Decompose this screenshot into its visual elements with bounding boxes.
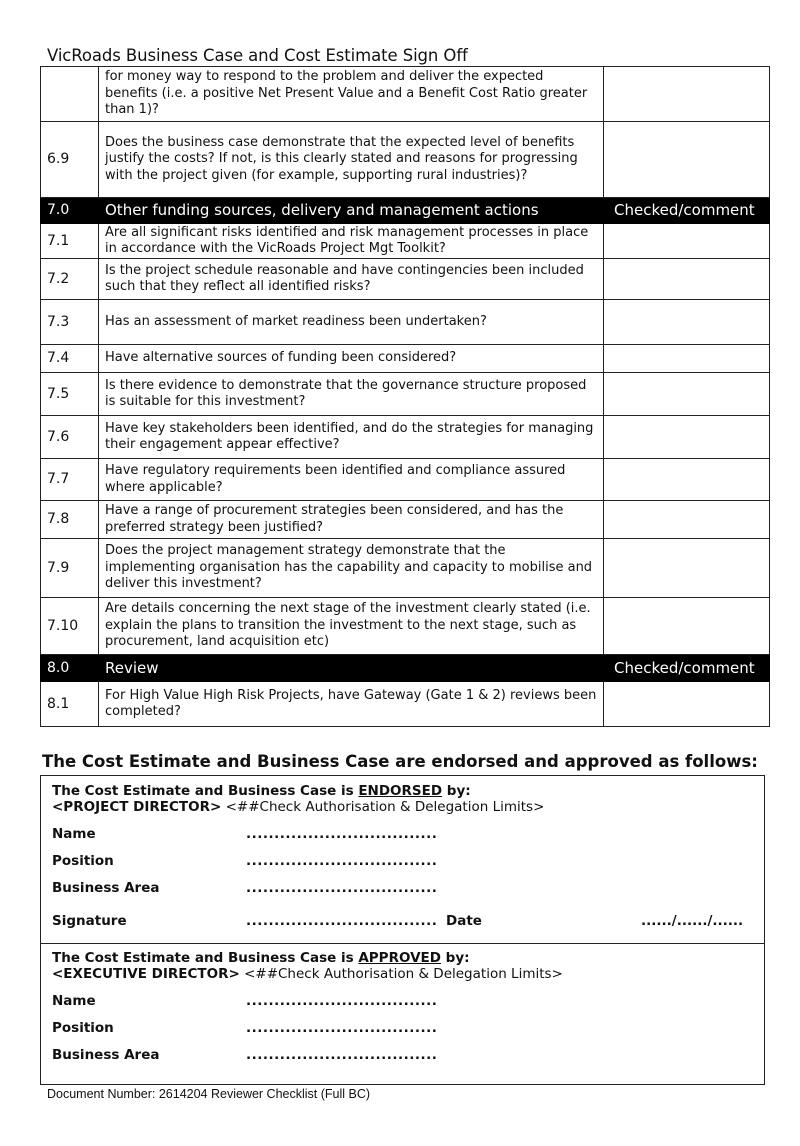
checked-comment-cell[interactable] — [604, 373, 770, 416]
checklist-row — [41, 224, 770, 259]
checked-comment-cell[interactable] — [604, 122, 770, 198]
item-number: 8.0 — [41, 655, 99, 682]
checklist-row — [41, 300, 770, 345]
checked-comment-cell[interactable] — [604, 416, 770, 459]
section-title: Other funding sources, delivery and management actions — [99, 198, 604, 224]
checklist-table — [40, 66, 770, 727]
item-number: 7.7 — [41, 459, 99, 501]
checklist-row — [41, 459, 770, 501]
endorsed-keyword: ENDORSED — [358, 783, 443, 799]
approved-position-field[interactable]: .................................. — [246, 1020, 438, 1036]
item-question: Is there evidence to demonstrate that the governance structure proposed is suitable for this investment? — [99, 373, 604, 416]
approved-name-field[interactable]: .................................. — [246, 993, 438, 1009]
item-number: 7.4 — [41, 345, 99, 373]
approved-heading-text: The Cost Estimate and Business Case is — [52, 950, 359, 966]
approved-area-field[interactable]: .................................. — [246, 1047, 438, 1063]
item-question: Have a range of procurement strategies been considered, and has the preferred strategy been justified? — [99, 501, 604, 539]
section-title: Review — [99, 655, 604, 682]
item-number: 7.5 — [41, 373, 99, 416]
item-question: Has an assessment of market readiness been undertaken? — [99, 300, 604, 345]
approved-area-label: Business Area — [52, 1047, 160, 1063]
item-number: 8.1 — [41, 682, 99, 727]
item-number: 7.3 — [41, 300, 99, 345]
checked-comment-cell[interactable] — [604, 67, 770, 122]
endorsed-heading-suffix: by: — [442, 783, 471, 799]
item-question: For High Value High Risk Projects, have Gateway (Gate 1 & 2) reviews been completed? — [99, 682, 604, 727]
item-question: Does the business case demonstrate that the expected level of benefits justify the costs? If not, is this clearly stated and reasons for progressing with the project given (for example, supporting rural industries)? — [99, 122, 604, 198]
item-number: 7.8 — [41, 501, 99, 539]
checklist-row — [41, 598, 770, 655]
item-question: Have regulatory requirements been identified and compliance assured where applicable? — [99, 459, 604, 501]
checklist-row — [41, 539, 770, 598]
endorsed-heading — [52, 783, 471, 799]
approved-note: <##Check Authorisation & Delegation Limits> — [239, 966, 563, 982]
checked-comment-cell[interactable] — [604, 300, 770, 345]
endorsed-position-field[interactable]: .................................. — [246, 853, 438, 869]
item-number: 7.2 — [41, 259, 99, 300]
checklist-row — [41, 416, 770, 459]
checklist-row — [41, 682, 770, 727]
endorsed-heading-text: The Cost Estimate and Business Case is — [52, 783, 359, 799]
item-question: Does the project management strategy demonstrate that the implementing organisation has the capability and capacity to mobilise and deliver this investment? — [99, 539, 604, 598]
endorsed-signature-label: Signature — [52, 913, 127, 929]
item-question: Is the project schedule reasonable and have contingencies been included such that they reflect all identified risks? — [99, 259, 604, 300]
endorsed-date-field[interactable]: ....../....../...... — [641, 913, 744, 929]
endorsed-date-label: Date — [446, 913, 482, 929]
item-number: 7.1 — [41, 224, 99, 259]
item-question: Are all significant risks identified and risk management processes in place in accordance with the VicRoads Project Mgt Toolkit? — [99, 224, 604, 259]
checked-comment-cell[interactable] — [604, 224, 770, 259]
endorsed-area-label: Business Area — [52, 880, 160, 896]
endorsed-area-field[interactable]: .................................. — [246, 880, 438, 896]
item-question: for money way to respond to the problem and deliver the expected benefits (i.e. a positive Net Present Value and a Benefit Cost Ratio greater than 1)? — [99, 67, 604, 122]
endorsement-heading: The Cost Estimate and Business Case are endorsed and approved as follows: — [42, 752, 758, 771]
sign-off-box — [40, 775, 765, 1085]
item-question: Have alternative sources of funding been considered? — [99, 345, 604, 373]
page-title: VicRoads Business Case and Cost Estimate Sign Off — [47, 46, 468, 65]
endorsed-role-line — [52, 799, 544, 815]
checklist-row — [41, 501, 770, 539]
endorsed-name-label: Name — [52, 826, 96, 842]
section-header-row — [41, 198, 770, 224]
item-number: 7.10 — [41, 598, 99, 655]
checklist-row — [41, 345, 770, 373]
approved-heading-suffix: by: — [440, 950, 470, 966]
approved-position-label: Position — [52, 1020, 114, 1036]
checked-comment-cell[interactable] — [604, 539, 770, 598]
checked-comment-cell[interactable] — [604, 501, 770, 539]
checklist-row — [41, 122, 770, 198]
approved-role: <EXECUTIVE DIRECTOR> — [52, 966, 240, 982]
checked-comment-cell[interactable] — [604, 598, 770, 655]
endorsed-note: <##Check Authorisation & Delegation Limits> — [221, 799, 545, 815]
approved-name-label: Name — [52, 993, 96, 1009]
approved-role-line — [52, 966, 563, 982]
checklist-row — [41, 373, 770, 416]
checked-comment-cell[interactable] — [604, 682, 770, 727]
item-number: 7.9 — [41, 539, 99, 598]
item-number — [41, 67, 99, 122]
endorsed-name-field[interactable]: .................................. — [246, 826, 438, 842]
checklist-row — [41, 67, 770, 122]
checked-comment-cell[interactable] — [604, 259, 770, 300]
endorsed-section — [41, 776, 764, 943]
approved-heading — [52, 950, 470, 966]
checked-comment-header: Checked/comment — [604, 198, 770, 224]
item-number: 7.6 — [41, 416, 99, 459]
item-question: Have key stakeholders been identified, and do the strategies for managing their engagement appear effective? — [99, 416, 604, 459]
approved-section — [41, 943, 764, 1085]
endorsed-signature-field[interactable]: .................................. — [246, 913, 438, 929]
item-number: 7.0 — [41, 198, 99, 224]
document-number: Document Number: 2614204 Reviewer Checklist (Full BC) — [47, 1087, 371, 1101]
section-header-row — [41, 655, 770, 682]
approved-keyword: APPROVED — [358, 950, 441, 966]
item-number: 6.9 — [41, 122, 99, 198]
checked-comment-cell[interactable] — [604, 345, 770, 373]
endorsed-role: <PROJECT DIRECTOR> — [52, 799, 222, 815]
endorsed-position-label: Position — [52, 853, 114, 869]
checked-comment-cell[interactable] — [604, 459, 770, 501]
item-question: Are details concerning the next stage of the investment clearly stated (i.e. explain the plans to transition the investment to the next stage, such as procurement, land acquisition etc) — [99, 598, 604, 655]
checked-comment-header: Checked/comment — [604, 655, 770, 682]
checklist-body — [41, 67, 770, 727]
checklist-row — [41, 259, 770, 300]
